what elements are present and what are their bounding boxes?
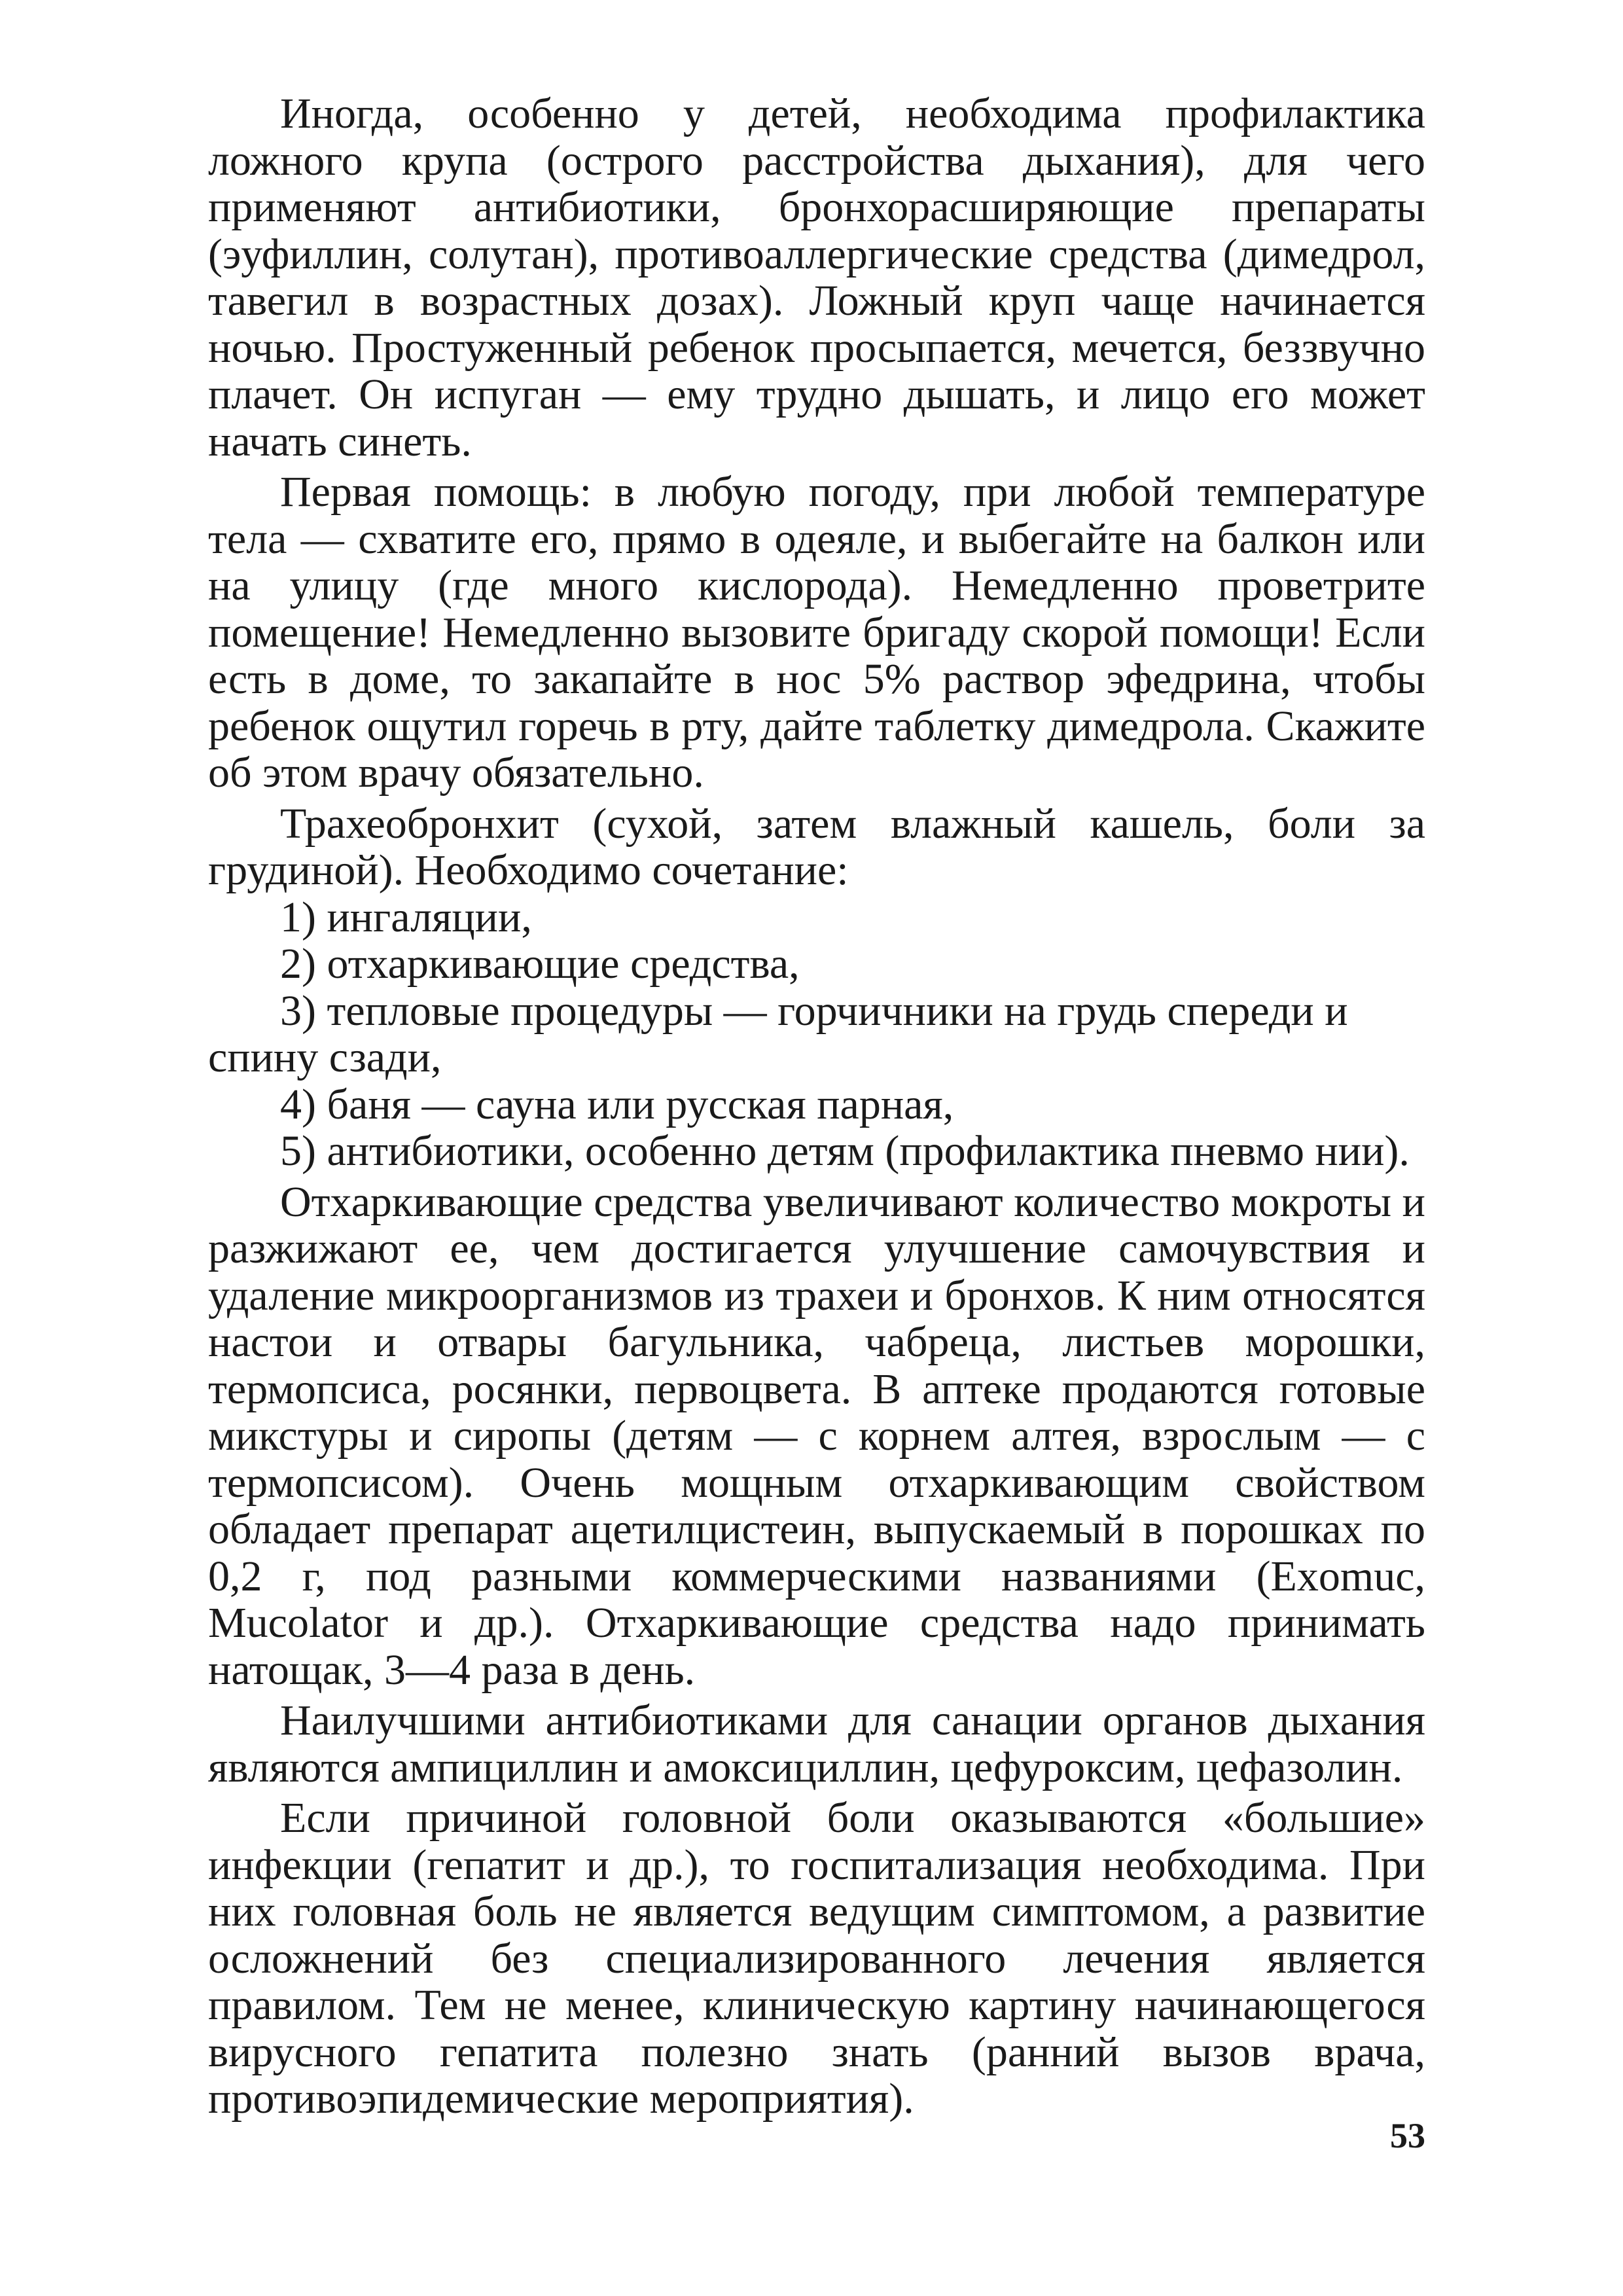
paragraph-croup-intro: Иногда, особенно у детей, необходима профилактика ложного крупа (острого расстройства дыхания), для чего применяют антибиотики, бронхорасширяющие препараты (эуфиллин, солутан), противоаллергические средства (димедрол, тавегил в возрастных дозах). Ложный круп чаще начинается ночью. Простуженный ребенок просыпается, мечется, беззвучно плачет. Он испуган — ему трудно дышать, и лицо его может начать синеть.	[208, 90, 1425, 465]
treatment-list	[208, 894, 1425, 1175]
list-item: 2) отхаркивающие средства,	[280, 940, 800, 988]
page-number: 53	[1390, 2116, 1425, 2155]
paragraph-antibiotics: Наилучшими антибиотиками для санации органов дыхания являются ампициллин и амоксициллин, цефуроксим, цефазолин.	[208, 1696, 1425, 1791]
list-item: 5) антибиотики, особенно детям (профилактика пневмо нии).	[280, 1127, 1410, 1175]
paragraph-expectorants: Отхаркивающие средства увеличивают количество мокроты и разжижают ее, чем достигается улучшение самочувствия и удаление микроорганизмов из трахеи и бронхов. К ним относятся настои и отвары багульника, чабреца, листьев морошки, термопсиса, росянки, первоцвета. В аптеке продаются готовые микстуры и сиропы (детям — с корнем алтея, взрослым — с термопсисом). Очень мощным отхаркивающим свойством обладает препарат ацетилцистеин, выпускаемый в порошках по 0,2 г, под разными коммерческими названиями (Exomuc, Mucolator и др.). Отхаркивающие средства надо принимать натощак, 3—4 раза в день.	[208, 1177, 1425, 1694]
list-item: 4) баня — сауна или русская парная,	[280, 1080, 954, 1128]
paragraph-headache: Если причиной головной боли оказываются «большие» инфекции (гепатит и др.), то госпитализация необходима. При них головная боль не является ведущим симптомом, а развитие осложнений без специализированного лечения является правилом. Тем не менее, клиническую картину начинающегося вирусного гепатита полезно знать (ранний вызов врача, противоэпидемические мероприятия).	[208, 1794, 1425, 2123]
paragraph-tracheobronchitis: Трахеобронхит (сухой, затем влажный кашель, боли за грудиной). Необходимо сочетание:	[208, 799, 1425, 894]
list-item: 1) ингаляции,	[280, 893, 532, 941]
paragraph-first-aid: Первая помощь: в любую погоду, при любой температуре тела — схватите его, прямо в одеяле, и выбегайте на балкон или на улицу (где много кислорода). Немедленно проветрите помещение! Немедленно вызовите бригаду скорой помощи! Если есть в доме, то закапайте в нос 5% раствор эфедрина, чтобы ребенок ощутил горечь в рту, дайте таблетку димедрола. Скажите об этом врачу обязательно.	[208, 468, 1425, 797]
book-page	[208, 90, 1425, 2211]
list-item: 3) тепловые процедуры — горчичники на грудь спереди и спину сзади,	[208, 986, 1348, 1081]
